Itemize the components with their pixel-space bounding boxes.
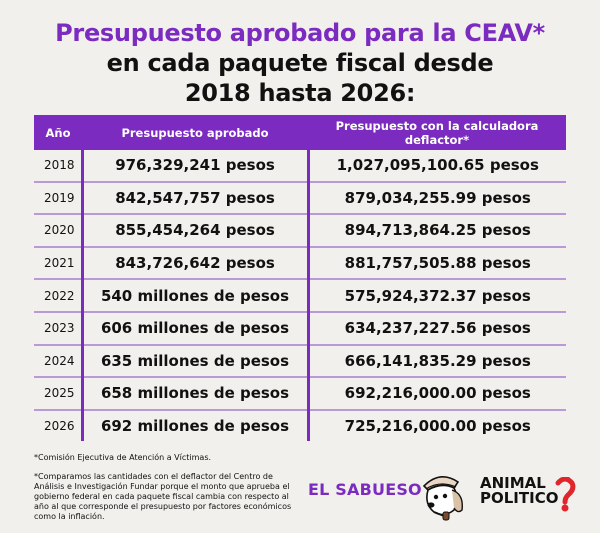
- animal-politico-mark-icon: [554, 477, 576, 513]
- header-year: Año: [34, 115, 82, 150]
- row-deflated: 666,141,835.29 pesos: [308, 345, 566, 378]
- title-line-2: en cada paquete fiscal desde: [106, 49, 494, 77]
- table-header-row: [34, 115, 566, 150]
- row-approved: 692 millones de pesos: [82, 410, 308, 442]
- row-deflated: 634,237,227.56 pesos: [308, 312, 566, 345]
- row-deflated: 692,216,000.00 pesos: [308, 377, 566, 410]
- animal-politico-logo: [480, 476, 558, 506]
- row-approved: 658 millones de pesos: [82, 377, 308, 410]
- el-sabueso-logo: EL SABUESO: [308, 480, 422, 499]
- row-year: 2022: [34, 279, 82, 312]
- title-line-3: 2018 hasta 2026:: [184, 79, 416, 107]
- hound-detective-icon: [414, 468, 472, 522]
- row-approved: 540 millones de pesos: [82, 279, 308, 312]
- row-approved: 635 millones de pesos: [82, 345, 308, 378]
- row-year: 2018: [34, 150, 82, 182]
- row-year: 2021: [34, 247, 82, 280]
- row-approved: 855,454,264 pesos: [82, 214, 308, 247]
- row-deflated: 881,757,505.88 pesos: [308, 247, 566, 280]
- row-approved: 843,726,642 pesos: [82, 247, 308, 280]
- budget-table: [34, 115, 566, 441]
- footnote-deflactor: *Comparamos las cantidades con el deflactor del Centro de Análisis e Investigación Fundar porque el monto que aprueba el gobierno federal en cada paquete fiscal cambia con respecto al año al que corresponde el presupuesto por factores económicos como la inflación.: [34, 472, 292, 521]
- row-deflated: 725,216,000.00 pesos: [308, 410, 566, 442]
- row-deflated: 575,924,372.37 pesos: [308, 279, 566, 312]
- row-approved: 976,329,241 pesos: [82, 150, 308, 182]
- table-row: [34, 150, 566, 182]
- table-row: [34, 377, 566, 410]
- row-year: 2023: [34, 312, 82, 345]
- row-deflated: 879,034,255.99 pesos: [308, 182, 566, 215]
- table-row: [34, 214, 566, 247]
- row-year: 2026: [44, 419, 75, 434]
- table-row: [34, 410, 566, 442]
- row-year: 2024: [34, 345, 82, 378]
- table-row: [34, 312, 566, 345]
- row-approved: 606 millones de pesos: [82, 312, 308, 345]
- page-title: [0, 18, 600, 108]
- row-deflated: 894,713,864.25 pesos: [308, 214, 566, 247]
- header-approved: Presupuesto aprobado: [82, 115, 308, 150]
- row-approved: 842,547,757 pesos: [82, 182, 308, 215]
- row-deflated: 1,027,095,100.65 pesos: [308, 150, 566, 182]
- table-row: [34, 247, 566, 280]
- table-row: [34, 279, 566, 312]
- header-deflated: Presupuesto con la calculadora deflactor*: [308, 115, 566, 150]
- table-row: [34, 182, 566, 215]
- animal-politico-word-1: ANIMAL: [480, 474, 546, 492]
- row-year: 2025: [34, 377, 82, 410]
- footnote-ceav: *Comisión Ejecutiva de Atención a Víctimas.: [34, 453, 212, 462]
- title-line-1: Presupuesto aprobado para la CEAV*: [55, 19, 545, 47]
- row-year: 2020: [34, 214, 82, 247]
- row-year: 2019: [34, 182, 82, 215]
- animal-politico-word-2: POLITICO: [480, 489, 559, 507]
- table-row: [34, 345, 566, 378]
